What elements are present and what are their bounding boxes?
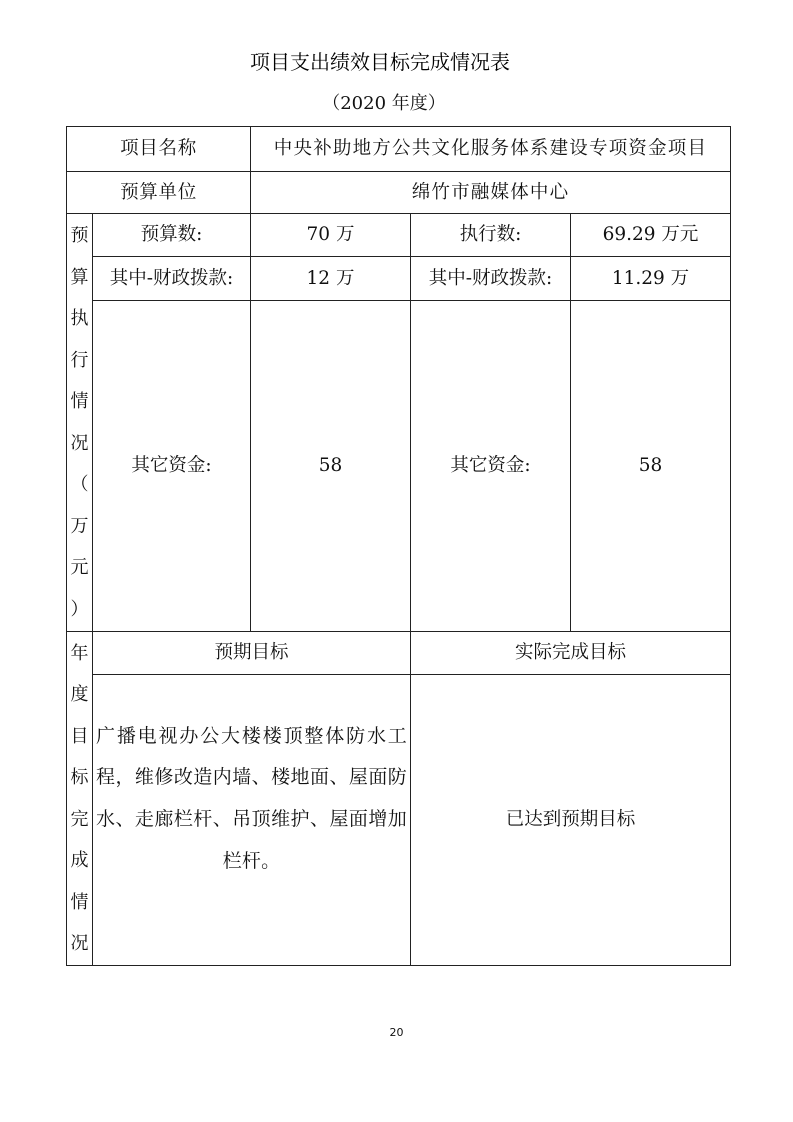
actual-goal-text: 已达到预期目标 <box>411 675 731 966</box>
budget-execution-section-label: 预算执行情况（万元） <box>70 225 89 620</box>
expected-goal-text: 广播电视办公大楼楼顶整体防水工程，维修改造内墙、楼地面、屋面防水、走廊栏杆、吊顶维护、屋面增加栏杆。 <box>93 675 411 966</box>
document-title: 项目支出绩效目标完成情况表 <box>250 50 510 74</box>
budget-execution-section-cell <box>67 214 93 632</box>
performance-table <box>66 126 731 966</box>
project-name-label: 项目名称 <box>67 127 251 172</box>
project-name-value: 中央补助地方公共文化服务体系建设专项资金项目 <box>251 127 731 172</box>
actual-goal-header: 实际完成目标 <box>411 632 731 675</box>
executed-other-label: 其它资金: <box>411 301 571 632</box>
budget-amount-label: 预算数: <box>93 214 251 257</box>
budget-other-label: 其它资金: <box>93 301 251 632</box>
fiscal-allocation-row <box>67 257 731 301</box>
annual-goals-section-label: 年度目标完成情况 <box>70 642 89 954</box>
executed-fiscal-value: 11.29 万 <box>571 257 731 301</box>
goals-content-row <box>67 675 731 966</box>
executed-amount-label: 执行数: <box>411 214 571 257</box>
project-name-row <box>67 127 731 172</box>
goals-header-row <box>67 632 731 675</box>
annual-goals-section-cell <box>67 632 93 966</box>
budget-total-row <box>67 214 731 257</box>
expected-goal-header: 预期目标 <box>93 632 411 675</box>
page-number: 20 <box>389 1026 404 1039</box>
document-year: （2020 年度） <box>322 93 446 114</box>
budget-unit-label: 预算单位 <box>67 172 251 214</box>
budget-fiscal-label: 其中-财政拨款: <box>93 257 251 301</box>
budget-unit-value: 绵竹市融媒体中心 <box>251 172 731 214</box>
other-funds-row <box>67 301 731 632</box>
budget-other-value: 58 <box>251 301 411 632</box>
executed-fiscal-label: 其中-财政拨款: <box>411 257 571 301</box>
budget-fiscal-value: 12 万 <box>251 257 411 301</box>
budget-unit-row <box>67 172 731 214</box>
executed-other-value: 58 <box>571 301 731 632</box>
budget-amount-value: 70 万 <box>251 214 411 257</box>
executed-amount-value: 69.29 万元 <box>571 214 731 257</box>
